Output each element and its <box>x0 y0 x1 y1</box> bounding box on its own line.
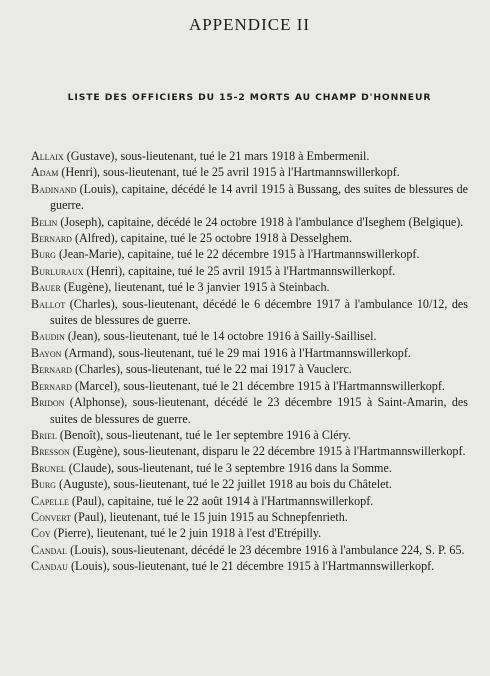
list-item <box>31 328 468 344</box>
officer-details: (Paul), capitaine, tué le 22 août 1914 à l'Hartmannswillerkopf. <box>68 493 374 508</box>
officer-surname: Adam <box>31 165 59 180</box>
officer-surname: Bayon <box>31 345 62 360</box>
officer-details: (Pierre), lieutenant, tué le 2 juin 1918 à l'est d'Etrépilly. <box>50 526 322 541</box>
officer-details: (Louis), sous-lieutenant, décédé le 23 décembre 1916 à l'ambulance 224, S. P. 65. <box>67 542 465 557</box>
officer-surname: Burg <box>31 247 56 262</box>
officer-details: (Henri), sous-lieutenant, tué le 25 avril 1915 à l'Hartmannswillerkopf. <box>58 165 400 180</box>
list-item <box>31 525 468 541</box>
list-item <box>31 542 468 558</box>
officer-surname: Allaix <box>31 149 64 163</box>
officer-surname: Bridon <box>31 395 65 410</box>
list-heading: LISTE DES OFFICIERS DU 15-2 MORTS AU CHAMP D'HONNEUR <box>67 92 432 103</box>
list-item <box>31 296 468 329</box>
list-item <box>31 558 468 574</box>
officer-surname: Burg <box>31 477 56 492</box>
officer-details: (Eugène), lieutenant, tué le 3 janvier 1915 à Steinbach. <box>60 280 330 295</box>
list-item <box>31 394 468 427</box>
officer-list <box>31 148 468 575</box>
list-item <box>31 148 468 164</box>
officer-details: (Benoît), sous-lieutenant, tué le 1er septembre 1916 à Cléry. <box>56 427 351 442</box>
list-item <box>31 427 468 443</box>
list-item <box>31 476 468 492</box>
officer-surname: Briel <box>31 427 57 442</box>
officer-surname: Candal <box>31 542 68 557</box>
officer-details: (Eugène), sous-lieutenant, disparu le 22 décembre 1915 à l'Hartmannswillerkopf. <box>69 444 466 459</box>
officer-details: (Louis), capitaine, décédé le 14 avril 1915 à Bussang, des suites de blessures de guerre. <box>50 181 468 213</box>
officer-surname: Baudin <box>31 329 65 344</box>
officer-details: (Auguste), sous-lieutenant, tué le 22 juillet 1918 au bois du Châtelet. <box>55 477 392 492</box>
list-item <box>31 164 468 180</box>
list-item <box>31 345 468 361</box>
officer-details: (Charles), sous-lieutenant, décédé le 6 décembre 1917 à l'ambulance 10/12, des suites de blessures de guerre. <box>50 296 468 328</box>
officer-surname: Ballot <box>31 296 66 311</box>
list-item <box>31 279 468 295</box>
officer-surname: Bauer <box>31 280 61 295</box>
officer-details: (Paul), lieutenant, tué le 15 juin 1915 au Schnepfenrieth. <box>71 509 348 524</box>
officer-surname: Bernard <box>31 231 72 246</box>
officer-details: (Alphonse), sous-lieutenant, décédé le 23 décembre 1915 à Saint-Amarin, des suites de blessures de guerre. <box>50 395 468 426</box>
list-item <box>31 509 468 525</box>
list-item <box>31 361 468 377</box>
list-item <box>31 263 468 279</box>
officer-details: (Charles), sous-lieutenant, tué le 22 mai 1917 à Vauclerc. <box>71 362 352 377</box>
officer-details: (Alfred), capitaine, tué le 25 octobre 1918 à Desselghem. <box>71 231 353 246</box>
officer-details: (Claude), sous-lieutenant, tué le 3 septembre 1916 dans la Somme. <box>65 460 392 475</box>
officer-surname: Convert <box>31 509 72 524</box>
officer-details: (Henri), capitaine, tué le 25 avril 1915 à l'Hartmannswillerkopf. <box>83 263 396 278</box>
list-item <box>31 181 468 214</box>
officer-surname: Capelle <box>31 493 69 508</box>
officer-surname: Bernard <box>31 378 72 393</box>
officer-surname: Candau <box>31 559 68 574</box>
officer-details: (Louis), sous-lieutenant, tué le 21 décembre 1915 à l'Hartmannswillerkopf. <box>67 559 435 574</box>
officer-details: (Gustave), sous-lieutenant, tué le 21 mars 1918 à Embermenil. <box>63 149 370 163</box>
list-item <box>31 230 468 246</box>
list-item <box>31 214 468 230</box>
officer-surname: Coy <box>31 526 51 541</box>
list-item <box>31 443 468 459</box>
list-item <box>31 460 468 476</box>
page-title: APPENDICE II <box>188 15 311 34</box>
officer-details: (Jean), sous-lieutenant, tué le 14 octobre 1916 à Sailly-Saillisel. <box>64 329 377 344</box>
officer-details: (Marcel), sous-lieutenant, tué le 21 décembre 1915 à l'Hartmannswillerkopf. <box>71 378 445 393</box>
officer-surname: Bresson <box>31 444 70 459</box>
officer-surname: Bernard <box>31 362 72 377</box>
officer-surname: Badinand <box>31 181 77 196</box>
officer-details: (Armand), sous-lieutenant, tué le 29 mai 1916 à l'Hartmannswillerkopf. <box>61 345 411 360</box>
officer-surname: Belin <box>31 214 58 229</box>
list-item <box>31 493 468 509</box>
officer-details: (Joseph), capitaine, décédé le 24 octobre 1918 à l'ambulance d'Iseghem (Belgique). <box>57 214 464 229</box>
list-item <box>31 378 468 394</box>
officer-details: (Jean-Marie), capitaine, tué le 22 décembre 1915 à l'Hartmannswillerkopf. <box>55 247 420 262</box>
officer-surname: Brunel <box>31 460 66 475</box>
officer-surname: Burluraux <box>31 263 84 278</box>
list-item <box>31 246 468 262</box>
